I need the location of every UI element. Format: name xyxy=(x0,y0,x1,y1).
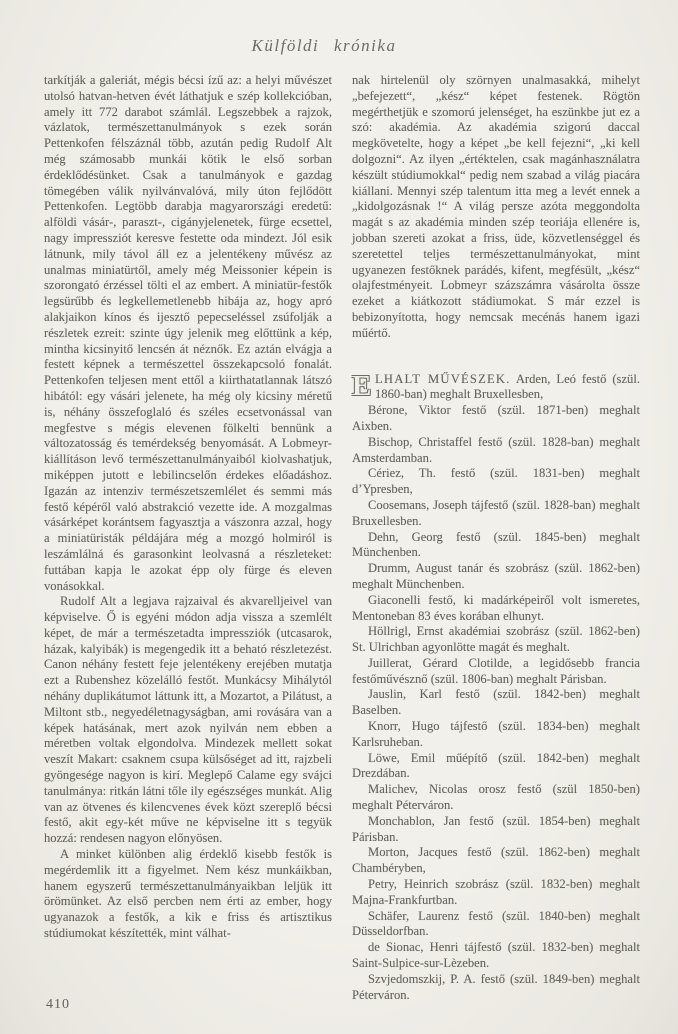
obituary-entry: Dehn, Georg festő (szül. 1845-ben) meghalt Münchenben. xyxy=(352,529,640,560)
obituary-entry: Szvjedomszkij, P. A. festő (szül. 1849-ben) meghalt Péterváron. xyxy=(352,971,640,1002)
paragraph: A minket különben alig érdeklő kisebb festők is megérdemlik itt a figyelmet. Nem kész munkáikban, hanem egyszerű természettanulmányaikban leljük itt örömünket. Az első percben nem érti az ember, hogy ugyanazok a festők, a kik e friss és artisztikus stúdiumokat készítették, mint válhat- xyxy=(44,847,332,941)
obituary-entry: Jauslin, Karl festő (szül. 1842-ben) meghalt Baselben. xyxy=(352,687,640,718)
obituary-entry: Höllrigl, Ernst akadémiai szobrász (szül. 1862-ben) St. Ulrichban agyonlötte magát és meghalt. xyxy=(352,624,640,655)
dropcap-initial: E xyxy=(352,369,372,402)
obituary-entry: Arden, Leó festő (szül. 1860-ban) meghalt Bruxellesben, xyxy=(375,371,640,402)
obituary-section-heading: LHALT MŰVÉSZEK. xyxy=(375,371,511,386)
obituary-entry: Schäfer, Laurenz festő (szül. 1840-ben) meghalt Düsseldorfban. xyxy=(352,908,640,939)
paragraph: nak hirtelenül oly szörnyen unalmasakká, mihelyt „befejezett“, „kész“ képet festenek. Rögtön megérthetjük e szomorú jelenséget, ha eszünkbe jut ez a szó: akadémia. Az akadémia szigorú daccal megkövetelte, hogy a képet „be kell fejezni“, „ki kell dolgozni“. Az ilyen „értéktelen, csak magánhasználatra készült stúdiumokkal“ pedig nem szabad a világ piacára kiállani. Mennyi szép talentum itta meg a levét ennek a „kidolgozásnak !“ A világ persze azóta meggondolta magát s az akadémia minden szép teoriája ellenére is, jobban szereti azokat a friss, üde, közvetlenséggel és szeretettel teljes természettanulmányokat, mint ugyanezen festőknek parádés, kifent, megfésült, „kész“ olajfestményeit. Lobmeyr százszámra vásárolta össze ezeket a kiátkozott stádiumokat. S már ezzel is bebizonyította, hogy nemcsak mecénás hanem igazi műértő. xyxy=(352,73,640,340)
paragraph: Rudolf Alt a legjava rajzaival és akvarelljeivel van képviselve. Ő is egyéni módon adja vissza a szemlélt képet, de már a természetadta impressziók (utcasarok, házak, kalyibák) is megengedik itt a beható részletezést. Canon néhány festett feje jelentékeny erejében mutatja ezt a Rubenshez közelálló festőt. Munkácsy Mihálytól néhány duplikátumot láttunk itt, a Mozartot, a Pilátust, a Miltont stb., negyedéletnagyságban, ami rovására van a képek hatásának, mert azok nyilván nem ebben a méretben voltak elgondolva. Mindezek mellett sokat veszít Makart: csaknem csupa külsőséget ad itt, rajzbeli gyöngesége nagyon is kirí. Meglepő Calame egy svájci tanulmánya: ritkán látni tőle ily egészséges munkát. Alig van az ötvenes és kilencvenes évek közt szereplő bécsi festő, akit egy-két műve ne képviselne itt s tegyük hozzá: rendesen nagyon előnyösen. xyxy=(44,594,332,846)
obituary-entry: Monchablon, Jan festő (szül. 1854-ben) meghalt Párisban. xyxy=(352,813,640,844)
obituary-entry: Cériez, Th. festő (szül. 1831-ben) meghalt d’Ypresben, xyxy=(352,466,640,497)
obituary-entry: Löwe, Emil műépítő (szül. 1842-ben) meghalt Drezdában. xyxy=(352,750,640,781)
page-title: Külföldi krónika xyxy=(251,36,397,55)
obituary-entry: Knorr, Hugo tájfestő (szül. 1834-ben) meghalt Karlsruheban. xyxy=(352,719,640,749)
obituary-entry: Bérone, Viktor festő (szül. 1871-ben) meghalt Aixben. xyxy=(352,403,640,433)
obituary-entry: Coosemans, Joseph tájfestő (szül. 1828-ban) meghalt Bruxellesben. xyxy=(352,497,640,528)
obituary-entry: Morton, Jacques festő (szül. 1862-ben) meghalt Chambéryben, xyxy=(352,845,640,876)
obituary-entry: Drumm, August tanár és szobrász (szül. 1862-ben) meghalt Münchenben. xyxy=(352,561,640,591)
text-columns xyxy=(44,73,640,1003)
obituary-section-lead xyxy=(352,369,640,404)
obituary-entry: Giaconelli festő, ki madárképeiről volt ismeretes, Mentoneban 83 éves korában elhunyt. xyxy=(352,592,640,623)
obituary-entry: Petry, Heinrich szobrász (szül. 1832-ben) meghalt Majna-Frankfurtban. xyxy=(352,877,640,907)
obituary-entry: de Sionac, Henri tájfestő (szül. 1832-ben) meghalt Saint-Sulpice-sur-Lèzeben. xyxy=(352,940,640,971)
obituary-entry: Malichev, Nicolas orosz festő (szül 1850-ben) meghalt Péterváron. xyxy=(352,782,640,813)
obituary-entry: Juillerat, Gérard Clotilde, a legidősebb francia festőművésznő (szül. 1806-ban) meghalt Párisban. xyxy=(352,655,640,686)
paragraph: tarkítják a galeriát, mégis bécsi ízű az: a helyi művészet utolsó hatvan-hetven évét láthatjuk e szép kollekcióban, amely itt 772 darabot számlál. Legszebbek a rajzok, vázlatok, természettanulmányok s ezek során Pettenkofen félszáznál több, azután pedig Rudolf Alt még számosabb munkái kötik le első sorban érdeklődésünket. Csak a tanulmányok e gazdag tömegében válik nyilvánvalóvá, mily úton fejlődött Pettenkofen. Legtöbb darabja magyarországi eredetű: alföldi vásár-, paraszt-, cigányjelenetek, fürge ecsettel, nagy impressziót keresve festette oda mindezt. Jól esik látnunk, mily távol áll ez a jelentékeny művész az unalmas miniatürtől, amely még Meissonier képein is szorongató érzéssel tölti el az embert. A miniatür-festők legsürűbb és legkellemetlenebb hibája az, hogy apró alakjaikon kínos és ijesztő pepecseléssel zsúfolják a részletek ezreit: szinte úgy jelenik meg előttünk a kép, mintha kicsinyitő lencsén át néznők. Ez aztán elvágja a festett képnek a természettel összekapcsoló fonalát. Pettenkofen teljesen ment ettől a kiirthatatlannak látszó hibától: egy vásári jelenete, ha még oly kicsiny méretű is, néhány összefoglaló és széles ecsetvonással van megfestve s mégis elevenen fölkelti bennünk a változatosság és temérdekség benyomását. A Lobmeyr-kiállításon levő természettanulmányaiból kiolvashatjuk, miképpen jutott e lebilincselőn érdekes előadáshoz. Igazán az intenziv természetszemlélet és semmi más festő képéről való abstrakció vezette ide. A mozgalmas vásárképet korántsem fagyasztja a vászonra azzal, hogy a miniatüristák példájára még a mozgó holmiról is leszámlálná és garasonkint leolvasná a részleteket: futtában kapja le azokat épp oly fürge és eleven vonásokkal. xyxy=(44,73,332,593)
page-number: 410 xyxy=(46,997,70,1012)
right-column xyxy=(352,73,640,1003)
obituary-entry: Bischop, Christaffel festő (szül. 1828-ban) meghalt Amsterdamban. xyxy=(352,434,640,465)
left-column xyxy=(44,73,332,1003)
